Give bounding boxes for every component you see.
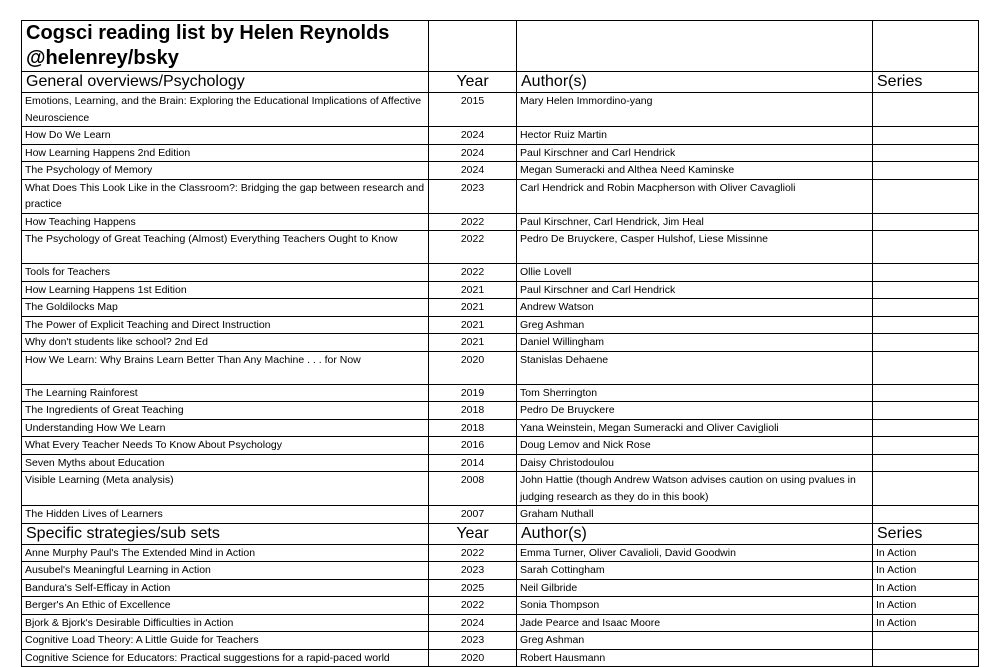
- book-title-cell[interactable]: How Teaching Happens: [22, 213, 429, 231]
- author-cell[interactable]: Emma Turner, Oliver Cavalioli, David Goodwin: [517, 544, 873, 562]
- year-cell[interactable]: 2024: [429, 162, 517, 180]
- empty-cell[interactable]: [517, 21, 873, 72]
- table-row: [22, 562, 979, 580]
- year-cell[interactable]: 2021: [429, 334, 517, 352]
- book-title-cell[interactable]: Bandura's Self-Efficay in Action: [22, 579, 429, 597]
- table-row: [22, 179, 979, 213]
- author-cell[interactable]: Pedro De Bruyckere: [517, 402, 873, 420]
- author-cell[interactable]: Doug Lemov and Nick Rose: [517, 437, 873, 455]
- year-cell[interactable]: 2008: [429, 472, 517, 506]
- author-header[interactable]: Author(s): [517, 72, 873, 93]
- book-title-cell[interactable]: Cognitive Load Theory: A Little Guide for Teachers: [22, 632, 429, 650]
- series-cell[interactable]: [873, 144, 979, 162]
- book-title-cell[interactable]: Understanding How We Learn: [22, 419, 429, 437]
- series-cell[interactable]: [873, 351, 979, 384]
- sheet-title[interactable]: Cogsci reading list by Helen Reynolds @helenrey/bsky: [22, 21, 429, 72]
- table-body: [22, 21, 979, 667]
- table-row: [22, 162, 979, 180]
- year-cell[interactable]: 2018: [429, 402, 517, 420]
- series-cell[interactable]: [873, 334, 979, 352]
- series-cell[interactable]: [873, 454, 979, 472]
- empty-cell[interactable]: [873, 21, 979, 72]
- section-heading[interactable]: Specific strategies/sub sets: [22, 523, 429, 544]
- year-cell[interactable]: 2022: [429, 213, 517, 231]
- year-cell[interactable]: 2025: [429, 579, 517, 597]
- book-title-cell[interactable]: What Does This Look Like in the Classroom?: Bridging the gap between research and practice: [22, 179, 429, 213]
- year-cell[interactable]: 2023: [429, 562, 517, 580]
- author-cell[interactable]: Carl Hendrick and Robin Macpherson with Oliver Cavaglioli: [517, 179, 873, 213]
- author-cell[interactable]: Daisy Christodoulou: [517, 454, 873, 472]
- book-title-cell[interactable]: What Every Teacher Needs To Know About Psychology: [22, 437, 429, 455]
- table-row: [22, 402, 979, 420]
- series-cell[interactable]: [873, 162, 979, 180]
- spreadsheet: [21, 20, 978, 664]
- year-cell[interactable]: 2021: [429, 281, 517, 299]
- title-row: [22, 21, 979, 72]
- series-cell[interactable]: [873, 299, 979, 317]
- book-title-cell[interactable]: Berger's An Ethic of Excellence: [22, 597, 429, 615]
- year-header[interactable]: Year: [429, 523, 517, 544]
- year-cell[interactable]: 2022: [429, 231, 517, 264]
- table-row: [22, 597, 979, 615]
- year-cell[interactable]: 2015: [429, 93, 517, 127]
- year-cell[interactable]: 2020: [429, 649, 517, 667]
- book-title-cell[interactable]: How We Learn: Why Brains Learn Better Than Any Machine . . . for Now: [22, 351, 429, 384]
- book-title-cell[interactable]: Bjork & Bjork's Desirable Difficulties in Action: [22, 614, 429, 632]
- table-row: [22, 579, 979, 597]
- series-cell[interactable]: In Action: [873, 597, 979, 615]
- table-row: [22, 231, 979, 264]
- series-cell[interactable]: In Action: [873, 544, 979, 562]
- book-title-cell[interactable]: The Ingredients of Great Teaching: [22, 402, 429, 420]
- table-row: [22, 472, 979, 506]
- author-cell[interactable]: Greg Ashman: [517, 316, 873, 334]
- table-row: [22, 544, 979, 562]
- table-row: [22, 419, 979, 437]
- book-title-cell[interactable]: Cognitive Science for Educators: Practical suggestions for a rapid-paced world: [22, 649, 429, 667]
- author-cell[interactable]: Hector Ruiz Martin: [517, 127, 873, 145]
- table-row: [22, 93, 979, 127]
- author-cell[interactable]: Mary Helen Immordino-yang: [517, 93, 873, 127]
- author-cell[interactable]: Paul Kirschner and Carl Hendrick: [517, 281, 873, 299]
- series-cell[interactable]: [873, 93, 979, 127]
- table-row: [22, 384, 979, 402]
- year-cell[interactable]: 2023: [429, 179, 517, 213]
- series-cell[interactable]: [873, 384, 979, 402]
- book-title-cell[interactable]: Anne Murphy Paul's The Extended Mind in Action: [22, 544, 429, 562]
- book-title-cell[interactable]: The Power of Explicit Teaching and Direct Instruction: [22, 316, 429, 334]
- book-title-cell[interactable]: The Learning Rainforest: [22, 384, 429, 402]
- year-cell[interactable]: 2019: [429, 384, 517, 402]
- year-cell[interactable]: 2022: [429, 544, 517, 562]
- table-row: [22, 144, 979, 162]
- series-cell[interactable]: In Action: [873, 614, 979, 632]
- year-cell[interactable]: 2024: [429, 144, 517, 162]
- author-cell[interactable]: Robert Hausmann: [517, 649, 873, 667]
- book-title-cell[interactable]: Emotions, Learning, and the Brain: Exploring the Educational Implications of Affective Neuroscience: [22, 93, 429, 127]
- book-title-cell[interactable]: How Learning Happens 1st Edition: [22, 281, 429, 299]
- year-cell[interactable]: 2023: [429, 632, 517, 650]
- series-cell[interactable]: [873, 213, 979, 231]
- author-cell[interactable]: John Hattie (though Andrew Watson advises caution on using pvalues in judging research as they do in this book): [517, 472, 873, 506]
- series-cell[interactable]: [873, 419, 979, 437]
- table-row: [22, 632, 979, 650]
- author-cell[interactable]: Andrew Watson: [517, 299, 873, 317]
- series-cell[interactable]: [873, 179, 979, 213]
- author-cell[interactable]: Ollie Lovell: [517, 264, 873, 282]
- series-cell[interactable]: In Action: [873, 579, 979, 597]
- series-cell[interactable]: [873, 649, 979, 667]
- table-row: [22, 506, 979, 524]
- table-row: [22, 614, 979, 632]
- year-cell[interactable]: 2016: [429, 437, 517, 455]
- table-row: [22, 127, 979, 145]
- series-cell[interactable]: In Action: [873, 562, 979, 580]
- series-cell[interactable]: [873, 402, 979, 420]
- table-row: [22, 454, 979, 472]
- year-header[interactable]: Year: [429, 72, 517, 93]
- year-cell[interactable]: 2020: [429, 351, 517, 384]
- series-cell[interactable]: [873, 127, 979, 145]
- year-cell[interactable]: 2021: [429, 299, 517, 317]
- year-cell[interactable]: 2021: [429, 316, 517, 334]
- section-heading[interactable]: General overviews/Psychology: [22, 72, 429, 93]
- reading-list-table: [21, 20, 979, 667]
- year-cell[interactable]: 2022: [429, 597, 517, 615]
- table-row: [22, 437, 979, 455]
- author-cell[interactable]: Pedro De Bruyckere, Casper Hulshof, Liese Missinne: [517, 231, 873, 264]
- author-cell[interactable]: Paul Kirschner and Carl Hendrick: [517, 144, 873, 162]
- book-title-cell[interactable]: Visible Learning (Meta analysis): [22, 472, 429, 506]
- table-row: [22, 316, 979, 334]
- author-cell[interactable]: Megan Sumeracki and Althea Need Kaminske: [517, 162, 873, 180]
- book-title-cell[interactable]: The Psychology of Memory: [22, 162, 429, 180]
- author-cell[interactable]: Sonia Thompson: [517, 597, 873, 615]
- table-row: [22, 281, 979, 299]
- table-row: [22, 334, 979, 352]
- book-title-cell[interactable]: Why don't students like school? 2nd Ed: [22, 334, 429, 352]
- year-cell[interactable]: 2024: [429, 127, 517, 145]
- book-title-cell[interactable]: Ausubel's Meaningful Learning in Action: [22, 562, 429, 580]
- table-row: [22, 351, 979, 384]
- series-cell[interactable]: [873, 506, 979, 524]
- book-title-cell[interactable]: The Psychology of Great Teaching (Almost) Everything Teachers Ought to Know: [22, 231, 429, 264]
- author-cell[interactable]: Jade Pearce and Isaac Moore: [517, 614, 873, 632]
- series-cell[interactable]: [873, 231, 979, 264]
- section-header-row: [22, 72, 979, 93]
- table-row: [22, 299, 979, 317]
- series-cell[interactable]: [873, 437, 979, 455]
- book-title-cell[interactable]: The Goldilocks Map: [22, 299, 429, 317]
- author-cell[interactable]: Greg Ashman: [517, 632, 873, 650]
- year-cell[interactable]: 2014: [429, 454, 517, 472]
- series-header[interactable]: Series: [873, 523, 979, 544]
- book-title-cell[interactable]: How Learning Happens 2nd Edition: [22, 144, 429, 162]
- book-title-cell[interactable]: How Do We Learn: [22, 127, 429, 145]
- series-cell[interactable]: [873, 472, 979, 506]
- author-cell[interactable]: Sarah Cottingham: [517, 562, 873, 580]
- book-title-cell[interactable]: Seven Myths about Education: [22, 454, 429, 472]
- table-row: [22, 264, 979, 282]
- author-cell[interactable]: Paul Kirschner, Carl Hendrick, Jim Heal: [517, 213, 873, 231]
- table-row: [22, 213, 979, 231]
- book-title-cell[interactable]: The Hidden Lives of Learners: [22, 506, 429, 524]
- year-cell[interactable]: 2024: [429, 614, 517, 632]
- author-cell[interactable]: Stanislas Dehaene: [517, 351, 873, 384]
- section-header-row: [22, 523, 979, 544]
- author-cell[interactable]: Graham Nuthall: [517, 506, 873, 524]
- empty-cell[interactable]: [429, 21, 517, 72]
- table-row: [22, 649, 979, 667]
- author-header[interactable]: Author(s): [517, 523, 873, 544]
- series-header[interactable]: Series: [873, 72, 979, 93]
- year-cell[interactable]: 2022: [429, 264, 517, 282]
- series-cell[interactable]: [873, 264, 979, 282]
- author-cell[interactable]: Neil Gilbride: [517, 579, 873, 597]
- author-cell[interactable]: Daniel Willingham: [517, 334, 873, 352]
- book-title-cell[interactable]: Tools for Teachers: [22, 264, 429, 282]
- year-cell[interactable]: 2018: [429, 419, 517, 437]
- author-cell[interactable]: Tom Sherrington: [517, 384, 873, 402]
- series-cell[interactable]: [873, 632, 979, 650]
- series-cell[interactable]: [873, 281, 979, 299]
- series-cell[interactable]: [873, 316, 979, 334]
- author-cell[interactable]: Yana Weinstein, Megan Sumeracki and Oliver Caviglioli: [517, 419, 873, 437]
- year-cell[interactable]: 2007: [429, 506, 517, 524]
